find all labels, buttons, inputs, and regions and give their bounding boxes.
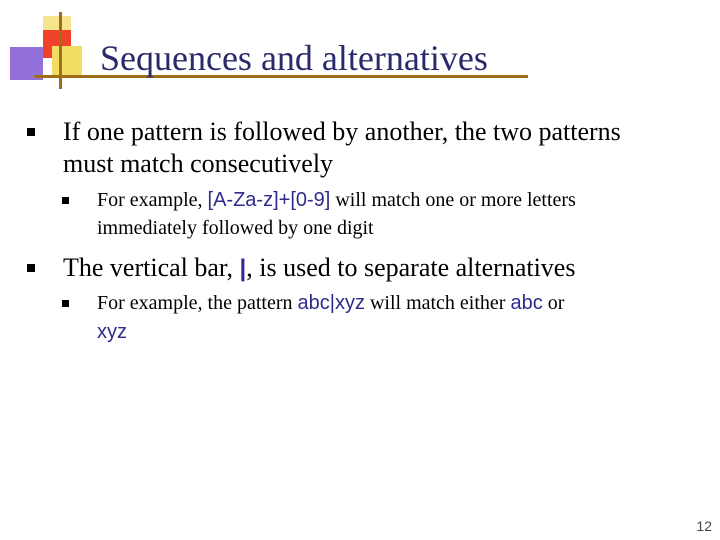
slide-title: Sequences and alternatives <box>100 38 488 78</box>
regex-letters-digit: [A-Za-z]+[0-9] <box>207 189 331 211</box>
logo-square-yellow-2 <box>52 46 82 76</box>
bullet-2-prefix: The vertical bar, <box>63 253 240 282</box>
code-xyz: xyz <box>97 321 127 343</box>
regex-abc-or-xyz: abc|xyz <box>297 292 365 314</box>
page-number: 12 <box>696 518 712 534</box>
sub-bullet-2-suffix: or <box>542 292 565 314</box>
sub-bullet-2-line-2 <box>97 318 127 346</box>
bullet-1-line-1: If one pattern is followed by another, the two patterns <box>63 117 621 146</box>
sub-bullet-2-marker <box>62 300 69 307</box>
bullet-2-line-1 <box>63 252 575 284</box>
sub-bullet-1-marker <box>62 197 69 204</box>
bullet-1-marker <box>27 128 35 136</box>
sub-bullet-2-line-1 <box>97 289 564 317</box>
sub-bullet-1-line-1 <box>97 186 576 214</box>
sub-bullet-1-prefix: For example, <box>97 189 208 211</box>
code-abc: abc <box>510 292 543 314</box>
sub-bullet-2-prefix: For example, the pattern <box>97 292 298 314</box>
sub-bullet-1-suffix: will match one or more letters <box>330 189 576 211</box>
bullet-1-line-2: must match consecutively <box>63 149 334 178</box>
sub-bullet-2-middle: will match either <box>364 292 511 314</box>
bullet-2-suffix: , is used to separate alternatives <box>246 253 576 282</box>
sub-bullet-1-line-2: immediately followed by one digit <box>97 217 374 239</box>
regex-alternation-bar: | <box>239 255 247 282</box>
bullet-2-marker <box>27 264 35 272</box>
